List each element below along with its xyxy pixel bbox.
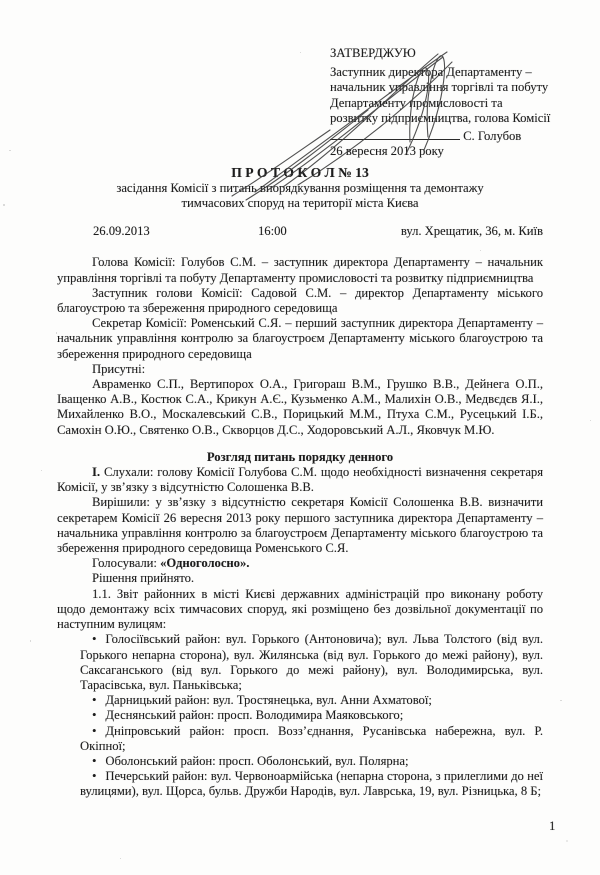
vote-label: Голосували: — [92, 556, 161, 571]
vote-result — [57, 556, 543, 571]
approval-label: ЗАТВЕРДЖУЮ — [330, 46, 416, 60]
scan-speckle — [560, 700, 562, 701]
signature-name: С. Голубов — [463, 129, 522, 144]
meeting-meta-row — [57, 224, 543, 239]
signature-underline — [330, 127, 460, 140]
item1-heard-text: Слухали: голову Комісії Голубова С.М. щодо необхідності визначення секретаря Комісії, у зв’язку з відсутністю Солошенка В.В. — [57, 465, 543, 495]
district-text: Голосіївський район: вул. Горького (Антоновича); вул. Льва Толстого (від вул. Горького непарна сторона), вул. Жилянська (від вул. Горького до межі району), вул. Саксаганського (від вул. Горького до межі району), вул. Володимирська, вул. Тарасівська, вул. Паньківська; — [80, 632, 543, 692]
district-list — [57, 632, 543, 799]
approval-line: начальник управління торгівлі та побуту — [330, 80, 549, 95]
scan-speckle — [120, 858, 121, 859]
decision-status: Рішення прийнято. — [92, 571, 195, 586]
attendees-list: Авраменко С.П., Вертипорох О.А., Григораш В.М., Грушко В.В., Дейнега О.П., Іващенко А.В., Костюк С.А., Крикун А.Є., Кузьменко А.М., Малихін О.В., Медвєдєв Я.І., Михайленко В.О., Москалевський С.В., Порицький М.М., Птуха С.М., Русецький І.Б., Самохін О.Ю., Святенко О.В., Скворцов Д.С., Ходоровський А.Л., Яковчук М.Ю. — [57, 377, 543, 437]
item1-resolved: Вирішили: у зв’язку з відсутністю секретаря Комісії Солошенка В.В. визначити секретарем Комісії 26 вересня 2013 року першого заступника директора Департаменту – начальника управління контролю за благоустроєм Департаменту міського благоустрою та збереження природного середовища Роменського С.Я. — [57, 495, 543, 556]
district-bullet — [57, 754, 543, 769]
protocol-subtitle-line: засідання Комісії з питань впорядкування розміщення та демонтажу — [116, 181, 484, 196]
approval-line: Департаменту промисловості та — [330, 95, 503, 110]
district-text: Печерський район: вул. Червоноармійська (непарна сторона, з прилеглими до неї вулицями), вул. Щорса, бульв. Дружби Народів, вул. Лаврська, 19, вул. Різницька, 8 Б; — [80, 769, 543, 799]
document-body — [57, 255, 543, 799]
protocol-subtitle-line: тимчасових споруд на території міста Києва — [181, 195, 419, 210]
scan-speckle — [56, 332, 57, 334]
scan-speckle — [480, 250, 481, 251]
district-bullet — [57, 724, 543, 754]
approval-line: розвитку підприємництва, голова Комісії — [330, 110, 551, 125]
protocol-title: П Р О Т О К О Л № 13 — [231, 165, 369, 181]
scan-speckle — [30, 640, 31, 642]
official-chairman: Голова Комісії: Голубов С.М. – заступник директора Департаменту – начальник управління торгівлі та побуту Департаменту промисловості та розвитку підприємництва — [57, 255, 543, 285]
report-intro: 1.1. Звіт районних в місті Києві державних адміністрацій про виконану роботу щодо демонтажу всіх тимчасових споруд, які розміщено без дозвільної документації по наступним вулицям: — [57, 586, 543, 632]
district-text: Дніпровський район: просп. Возз’єднання, Русанівська набережна, вул. Р. Окіпної; — [80, 723, 543, 753]
district-text: Оболонський район: просп. Оболонський, вул. Полярна; — [105, 753, 409, 768]
scan-speckle — [300, 52, 301, 53]
district-bullet — [57, 693, 543, 708]
district-bullet — [57, 632, 543, 693]
item1-number: I. — [92, 465, 101, 480]
scan-speckle — [9, 150, 11, 151]
signature-date: 26 вересня 2013 року — [330, 144, 444, 159]
scan-speckle — [3, 204, 5, 206]
scan-speckle — [41, 470, 42, 471]
district-text: Дарницький район: вул. Тростянецька, вул. Анни Ахматової; — [105, 693, 432, 708]
meeting-date: 26.09.2013 — [93, 224, 150, 239]
scan-speckle — [590, 420, 591, 421]
item1-heard — [57, 465, 543, 495]
attendees-label: Присутні: — [92, 361, 146, 376]
agenda-heading: Розгляд питань порядку денного — [206, 449, 394, 464]
signature-line — [330, 127, 570, 144]
page-number: 1 — [549, 819, 556, 833]
district-bullet — [57, 769, 543, 799]
official-secretary: Секретар Комісії: Роменський С.Я. – перший заступник директора Департаменту – начальник управління контролю за благоустроєм Департаменту міського благоустрою та збереження природного середовища — [57, 316, 543, 361]
meeting-address: вул. Хрещатик, 36, м. Київ — [400, 224, 543, 239]
meeting-time: 16:00 — [258, 224, 287, 239]
vote-value: «Одноголосно». — [160, 556, 250, 571]
district-bullet — [57, 708, 543, 723]
district-text: Деснянський район: просп. Володимира Маяковського; — [105, 708, 404, 723]
approval-stamp-block — [330, 0, 570, 159]
scan-speckle — [566, 840, 568, 842]
approval-line: Заступник директора Департаменту – — [330, 65, 532, 80]
official-deputy: Заступник голови Комісії: Садовой С.М. – директор Департаменту міського благоустрою та збереження природного середовища — [57, 285, 543, 316]
